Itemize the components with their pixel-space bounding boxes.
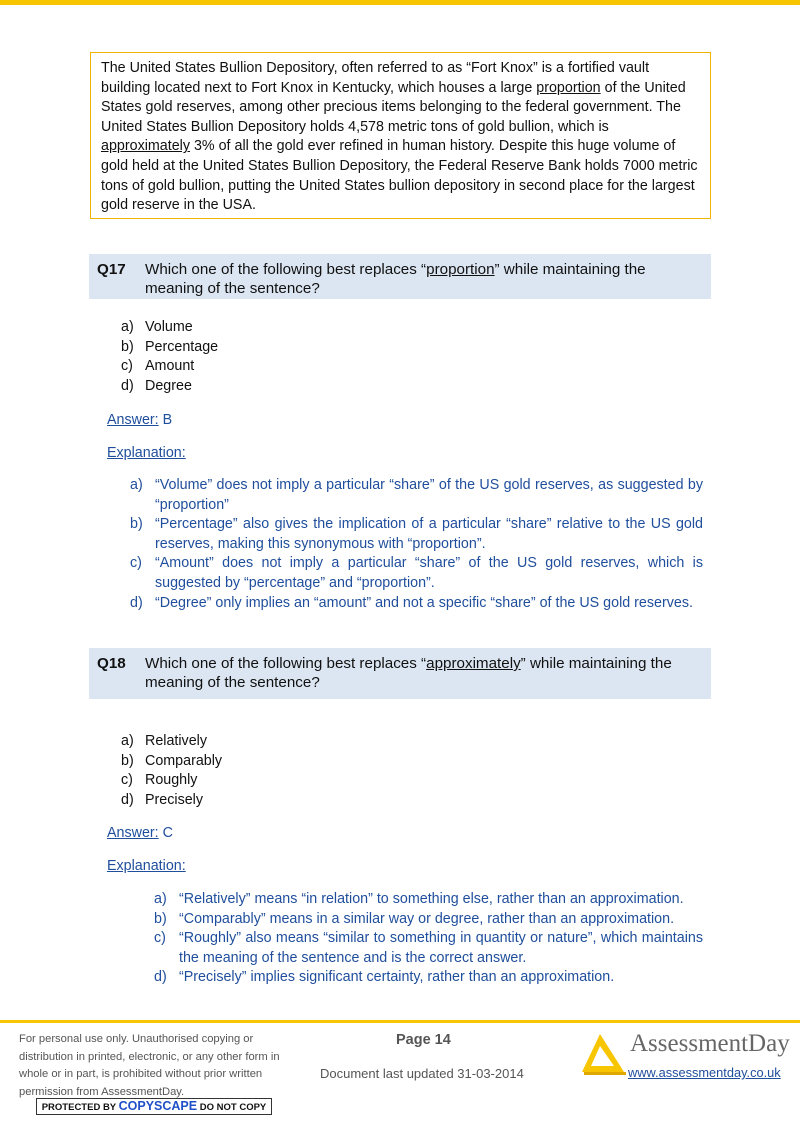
explanation-letter: b) <box>154 910 167 927</box>
explanation-text: “Degree” only implies an “amount” and not a specific “share” of the US gold reserves. <box>155 594 693 611</box>
option-text: Comparably <box>145 752 223 769</box>
answer-label: Answer: <box>107 825 159 841</box>
explanation-text: “Relatively” means “in relation” to something else, rather than an approximation. <box>179 891 684 907</box>
question-17-explanations <box>130 476 703 613</box>
explanation-item-c <box>154 929 703 968</box>
copyscape-badge[interactable] <box>36 1098 272 1115</box>
explanation-letter: c) <box>154 930 166 947</box>
copyscape-suffix: DO NOT COPY <box>197 1102 267 1113</box>
option-letter: c) <box>121 772 133 789</box>
question-18-answer <box>107 824 173 843</box>
explanation-label: Explanation: <box>107 445 186 461</box>
explanation-item-b <box>154 910 703 930</box>
question-number: Q17 <box>97 261 126 278</box>
answer-value: C <box>158 825 173 841</box>
question-17-bar <box>89 254 711 299</box>
passage-word-proportion: proportion <box>536 79 601 96</box>
logo-wordmark: AssessmentDay <box>630 1030 790 1057</box>
passage-text-1: The United States Bullion Depository, often referred to as “Fort Knox” is a fortified vault building located next to Fort Knox in Kentucky, which houses a large <box>101 60 650 96</box>
question-target-word: approximately <box>426 655 521 672</box>
option-text: Percentage <box>145 338 219 355</box>
passage-box <box>90 52 711 219</box>
answer-label: Answer: <box>107 412 159 428</box>
option-text: Precisely <box>145 791 203 808</box>
explanation-item-c <box>130 554 703 593</box>
option-letter: b) <box>121 338 134 355</box>
explanation-letter: d) <box>130 594 143 611</box>
option-text: Roughly <box>145 772 198 789</box>
copyscape-brand: COPYSCAPE <box>118 1099 198 1113</box>
top-accent-bar <box>0 0 800 5</box>
last-updated: Document last updated 31-03-2014 <box>320 1066 524 1081</box>
option-letter: a) <box>121 733 134 749</box>
explanation-letter: c) <box>130 555 142 572</box>
explanation-item-a <box>154 890 703 910</box>
explanation-letter: b) <box>130 516 143 533</box>
option-letter: a) <box>121 319 134 335</box>
page-number: Page 14 <box>396 1032 451 1048</box>
option-letter: c) <box>121 358 133 375</box>
question-18-explanations <box>154 890 703 988</box>
copyscape-prefix: PROTECTED BY <box>41 1102 119 1113</box>
option-letter: d) <box>121 791 134 808</box>
option-text: Degree <box>145 377 192 394</box>
question-text-start: Which one of the following best replaces “ <box>145 261 427 278</box>
question-text <box>145 654 705 692</box>
explanation-item-d <box>154 968 703 988</box>
question-text <box>145 260 705 298</box>
passage-text-2: of the United States gold reserves, among other precious items belonging to the federal government. The United States Bullion Depository holds 4,578 metric tons of gold bullion, which is <box>101 79 686 135</box>
question-18-explanation-heading <box>107 857 186 876</box>
assessmentday-logo-icon <box>578 1032 628 1076</box>
question-target-word: proportion <box>426 261 495 278</box>
question-text-end: ” while maintaining the meaning of the sentence? <box>145 261 646 297</box>
footer-rule <box>0 1020 800 1023</box>
passage-word-approximately: approximately <box>101 138 190 155</box>
explanation-item-a <box>130 476 703 515</box>
question-18-bar <box>89 648 711 699</box>
option-text: Relatively <box>145 733 207 749</box>
explanation-text: “Roughly” also means “similar to something in quantity or nature”, which maintains the meaning of the sentence and is the correct answer. <box>179 930 703 966</box>
explanation-letter: a) <box>154 891 167 907</box>
explanation-text: “Amount” does not imply a particular “share” of the US gold reserves, which is suggested by “percentage” and “proportion”. <box>155 555 703 591</box>
explanation-text: “Comparably” means in a similar way or degree, rather than an approximation. <box>179 910 675 927</box>
question-17-explanation-heading <box>107 444 186 463</box>
question-text-end: ” while maintaining the meaning of the sentence? <box>145 655 672 691</box>
explanation-letter: d) <box>154 969 167 986</box>
question-text-start: Which one of the following best replaces “ <box>145 655 427 672</box>
copyright-notice: For personal use only. Unauthorised copying or distribution in printed, electronic, or any other form in whole or in part, is prohibited without prior written permission from AssessmentDay. <box>19 1033 280 1098</box>
question-17-answer <box>107 411 172 430</box>
explanation-label: Explanation: <box>107 858 186 874</box>
explanation-text: “Percentage” also gives the implication of a particular “share” relative to the US gold reserves, making this synonymous with “proportion”. <box>155 516 703 552</box>
explanation-text: “Volume” does not imply a particular “share” of the US gold reserves, as suggested by “proportion” <box>155 477 703 513</box>
question-number: Q18 <box>97 655 126 672</box>
explanation-item-b <box>130 515 703 554</box>
explanation-letter: a) <box>130 477 143 493</box>
answer-value: B <box>158 412 173 428</box>
explanation-item-d <box>130 594 703 614</box>
option-letter: b) <box>121 752 134 769</box>
passage-text-3: 3% of all the gold ever refined in human history. Despite this huge volume of gold held at the United States Bullion Depository, the Federal Reserve Bank holds 7000 metric tons of gold bullion, putting the United States bullion depository in second place for the largest gold reserve in the USA. <box>101 138 698 214</box>
option-text: Amount <box>145 358 195 375</box>
option-text: Volume <box>145 319 193 335</box>
website-link[interactable]: www.assessmentday.co.uk <box>628 1065 781 1080</box>
option-letter: d) <box>121 377 134 394</box>
explanation-text: “Precisely” implies significant certainty, rather than an approximation. <box>179 969 615 986</box>
